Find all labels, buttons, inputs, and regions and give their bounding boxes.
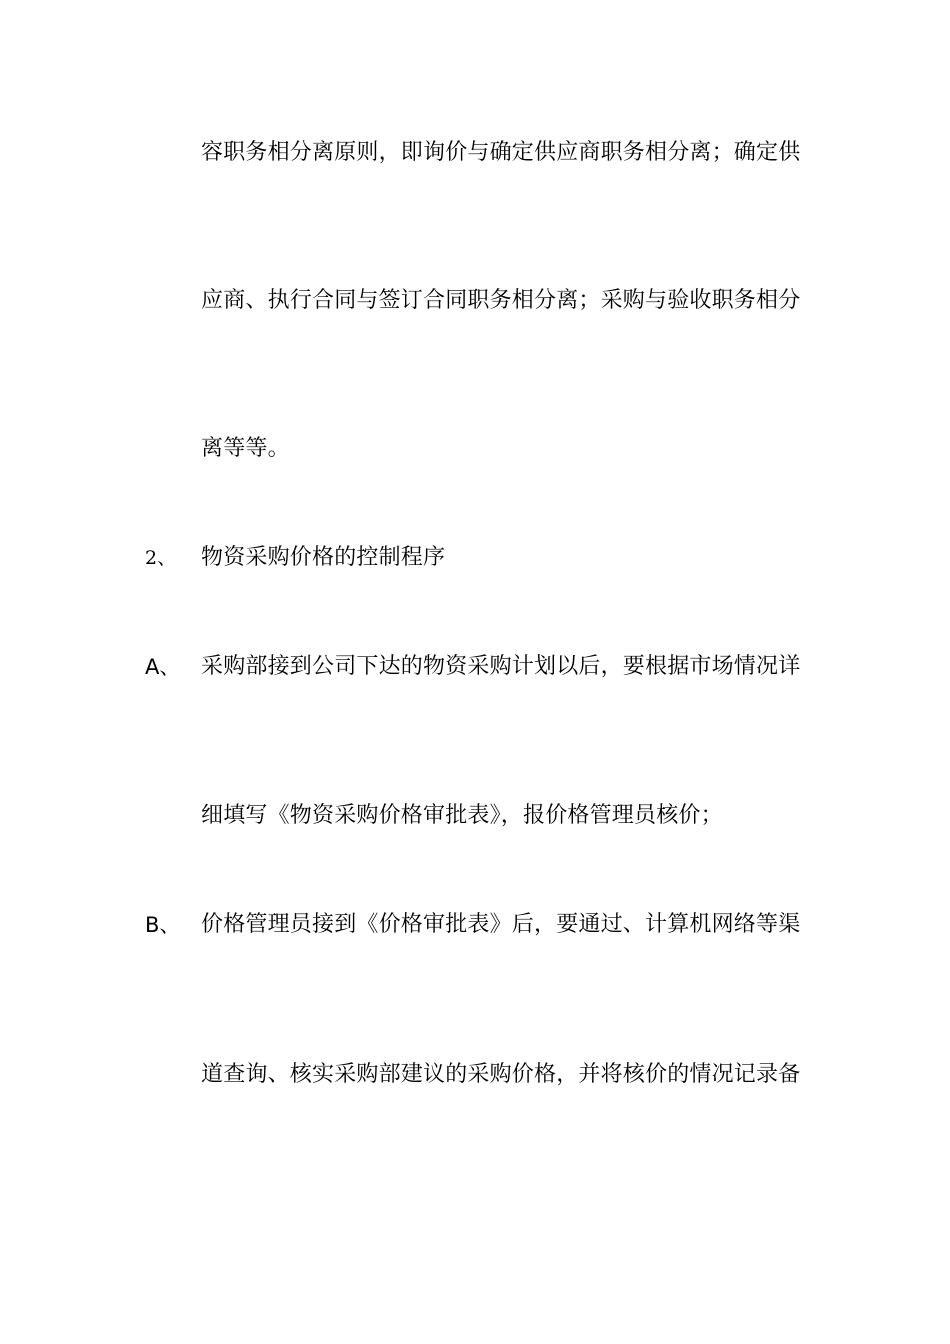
paragraph-line-3: 离等等。 bbox=[201, 436, 290, 461]
list-marker-a: A、 bbox=[145, 655, 181, 679]
list-marker-b: B、 bbox=[145, 913, 181, 937]
item-b-line-2: 道查询、核实采购部建议的采购价格，并将核价的情况记录备 bbox=[201, 1062, 801, 1087]
paragraph-line-1: 容职务相分离原则，即询价与确定供应商职务相分离；确定供 bbox=[201, 140, 801, 165]
item-b-line-1: 价格管理员接到《价格审批表》后，要通过、计算机网络等渠 bbox=[201, 912, 801, 937]
paragraph-line-2: 应商、执行合同与签订合同职务相分离；采购与验收职务相分 bbox=[201, 288, 801, 313]
section-heading-price-control: 物资采购价格的控制程序 bbox=[201, 545, 446, 570]
item-a-line-1: 采购部接到公司下达的物资采购计划以后，要根据市场情况详 bbox=[201, 654, 801, 679]
list-marker-2: 2、 bbox=[145, 547, 177, 569]
item-a-line-2: 细填写《物资采购价格审批表》，报价格管理员核价； bbox=[201, 803, 723, 828]
